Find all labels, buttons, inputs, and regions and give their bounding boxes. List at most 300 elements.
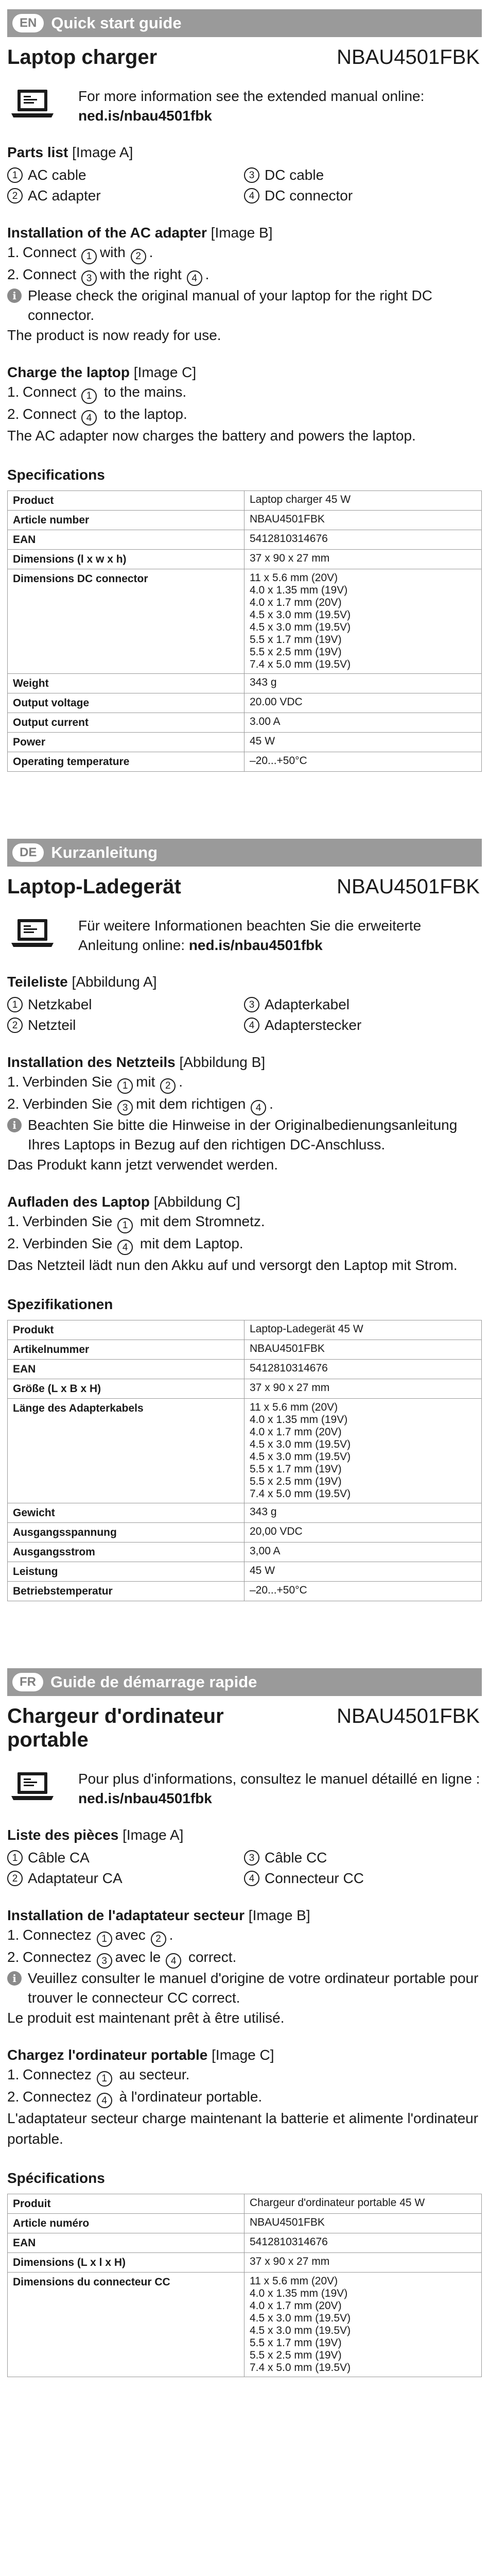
step-text: . [149, 244, 153, 260]
installation-image-ref: [Image B] [248, 1907, 310, 1923]
part-label: Câble CA [28, 1850, 90, 1866]
installation-steps [7, 1925, 482, 1969]
spec-value [244, 511, 482, 530]
spec-value-line: 4.0 x 1.35 mm (19V) [250, 1414, 348, 1426]
part-label: Adaptateur CA [28, 1870, 123, 1886]
installation-note-text: Please check the original manual of your laptop for the right DC connector. [28, 287, 432, 323]
part-number-badge: 1 [117, 1078, 133, 1094]
step-text: au secteur. [119, 2066, 190, 2082]
spec-row [8, 1543, 482, 1562]
step-text: . [179, 1074, 183, 1090]
language-header-bar [7, 839, 482, 867]
part-number-badge: 4 [244, 188, 259, 204]
spec-value [244, 1523, 482, 1543]
step-item [7, 1947, 482, 1969]
guide-title: Kurzanleitung [51, 843, 158, 861]
language-badge: DE [12, 843, 44, 862]
part-number-badge: 3 [81, 270, 97, 286]
parts-heading-text: Parts list [7, 144, 68, 160]
step-item [7, 242, 482, 264]
info-icon: i [7, 1118, 22, 1132]
spec-value [244, 713, 482, 733]
manual-url-link[interactable]: ned.is/nbau4501fbk [188, 937, 323, 953]
spec-value-line: 7.4 x 5.0 mm (19.5V) [250, 2362, 351, 2374]
charge-result: L'adaptateur secteur charge maintenant la batterie et alimente l'ordinateur portable. [7, 2110, 479, 2147]
spec-key: Dimensions DC connector [8, 569, 244, 674]
spec-value-line: NBAU4501FBK [250, 1343, 325, 1354]
installation-heading [7, 224, 482, 242]
spec-value-line: 37 x 90 x 27 mm [250, 1382, 330, 1394]
spec-row [8, 491, 482, 511]
step-number: 1. [7, 244, 20, 260]
spec-value [244, 569, 482, 674]
step-text: Verbinden Sie [23, 1213, 113, 1229]
spec-key: Article number [8, 511, 244, 530]
title-row [7, 875, 482, 899]
step-text: Connectez [23, 2066, 92, 2082]
charge-steps [7, 382, 482, 426]
spec-value-line: 4.5 x 3.0 mm (19.5V) [250, 621, 351, 633]
parts-list-item [244, 1015, 470, 1036]
guide-title: Guide de démarrage rapide [50, 1673, 257, 1691]
spec-key: Gewicht [8, 1503, 244, 1523]
specifications-table [7, 2194, 482, 2377]
title-row [7, 1704, 482, 1752]
spec-value-line: 5.5 x 1.7 mm (19V) [250, 2337, 342, 2349]
part-number-badge: 4 [244, 1018, 259, 1033]
charge-steps [7, 1211, 482, 1255]
spec-key: Betriebstemperatur [8, 1582, 244, 1601]
part-number-badge: 1 [97, 2071, 112, 2087]
step-text: correct. [188, 1948, 237, 1965]
spec-value [244, 1379, 482, 1399]
spec-value-line: 11 x 5.6 mm (20V) [250, 1401, 338, 1413]
spec-value-line: 4.0 x 1.35 mm (19V) [250, 584, 348, 596]
step-text: Connect [23, 405, 77, 422]
spec-row [8, 693, 482, 713]
spec-row [8, 713, 482, 733]
parts-heading-text: Teileliste [7, 974, 68, 990]
spec-key: Weight [8, 674, 244, 693]
spec-value-line: 3,00 A [250, 1545, 281, 1557]
installation-result: The product is now ready for use. [7, 327, 221, 343]
installation-steps [7, 1072, 482, 1115]
part-label: Netzkabel [28, 996, 92, 1012]
step-text: to the mains. [103, 384, 187, 400]
installation-heading [7, 1906, 482, 1925]
part-number-badge: 3 [244, 167, 259, 183]
step-item [7, 2087, 482, 2109]
charge-heading [7, 363, 482, 382]
parts-list-item [7, 1848, 244, 1868]
spec-row [8, 2273, 482, 2377]
parts-heading-text: Liste des pièces [7, 1827, 119, 1843]
installation-result: Das Produkt kann jetzt verwendet werden. [7, 1157, 278, 1173]
spec-key: Länge des Adapterkabels [8, 1399, 244, 1503]
installation-image-ref: [Image B] [211, 225, 273, 241]
product-title: Laptop charger [7, 46, 158, 69]
part-number-badge: 3 [117, 1100, 133, 1115]
part-number-badge: 4 [251, 1100, 266, 1115]
spec-value [244, 1503, 482, 1523]
spec-value-line: 4.0 x 1.35 mm (19V) [250, 2287, 348, 2299]
part-label: DC connector [265, 188, 353, 204]
spec-value-line: 343 g [250, 676, 277, 688]
step-text: with [100, 244, 126, 260]
spec-value [244, 1340, 482, 1360]
step-number: 1. [7, 1213, 20, 1229]
spec-value-line: 343 g [250, 1506, 277, 1518]
parts-list-heading [7, 143, 482, 162]
step-number: 2. [7, 266, 20, 282]
step-text: mit [136, 1074, 155, 1090]
spec-row [8, 1379, 482, 1399]
parts-list [7, 165, 482, 206]
installation-result: Le produit est maintenant prêt à être utilisé. [7, 2010, 285, 2026]
part-number-badge: 1 [7, 1850, 23, 1866]
spec-value-line: 4.0 x 1.7 mm (20V) [250, 597, 342, 608]
step-item [7, 404, 482, 426]
part-label: Câble CC [265, 1850, 327, 1866]
spec-key: Operating temperature [8, 752, 244, 772]
part-label: Adapterstecker [265, 1017, 362, 1033]
parts-list-item [244, 185, 470, 206]
spec-row [8, 511, 482, 530]
step-number: 1. [7, 2066, 20, 2082]
installation-note-text: Beachten Sie bitte die Hinweise in der Originalbedienungsanleitung Ihres Laptops in Bezug auf den richtigen DC-Anschluss. [28, 1117, 458, 1153]
part-number-badge: 4 [244, 1871, 259, 1886]
spec-value-line: Chargeur d'ordinateur portable 45 W [250, 2197, 425, 2209]
parts-image-ref: [Image A] [123, 1827, 184, 1843]
spec-value-line: 5.5 x 1.7 mm (19V) [250, 1463, 342, 1475]
spec-row [8, 2253, 482, 2273]
spec-row [8, 1360, 482, 1379]
spec-value-line: 5412810314676 [250, 533, 328, 545]
step-text: Verbinden Sie [23, 1074, 113, 1090]
step-text: mit dem Laptop. [139, 1235, 243, 1251]
spec-key: Output voltage [8, 693, 244, 713]
spec-key: Output current [8, 713, 244, 733]
manual-info [7, 87, 482, 126]
charge-heading-text: Chargez l'ordinateur portable [7, 2047, 208, 2063]
charge-image-ref: [Image C] [212, 2047, 274, 2063]
part-number-badge: 1 [97, 1931, 112, 1947]
spec-row [8, 550, 482, 569]
step-item [7, 1072, 482, 1094]
laptop-icon [10, 89, 55, 120]
spec-value [244, 2273, 482, 2377]
spec-value-line: 20.00 VDC [250, 696, 303, 708]
manual-info [7, 916, 482, 955]
step-text: . [269, 1095, 273, 1112]
manual-url-link[interactable]: ned.is/nbau4501fbk [78, 108, 212, 124]
parts-list-item [244, 165, 470, 185]
spec-row [8, 1340, 482, 1360]
spec-value-line: 37 x 90 x 27 mm [250, 552, 330, 564]
manual-url-link[interactable]: ned.is/nbau4501fbk [78, 1790, 212, 1806]
spec-value [244, 530, 482, 550]
specifications-table [7, 490, 482, 772]
spec-value-line: 45 W [250, 1565, 275, 1577]
charge-image-ref: [Abbildung C] [153, 1194, 240, 1210]
spec-key: Ausgangsspannung [8, 1523, 244, 1543]
step-item [7, 1233, 482, 1256]
spec-value-line: 3.00 A [250, 716, 281, 727]
step-text: Connectez [23, 1927, 92, 1943]
parts-list-item [244, 1848, 470, 1868]
step-number: 1. [7, 384, 20, 400]
part-number-badge: 2 [131, 249, 146, 264]
step-text: Verbinden Sie [23, 1235, 113, 1251]
installation-heading-text: Installation of the AC adapter [7, 225, 207, 241]
spec-key: Produit [8, 2194, 244, 2214]
spec-value [244, 2253, 482, 2273]
part-number-badge: 3 [244, 997, 259, 1012]
spec-row [8, 2214, 482, 2233]
parts-list-item [244, 1868, 470, 1889]
spec-value-line: 11 x 5.6 mm (20V) [250, 2275, 338, 2287]
step-text: . [169, 1927, 173, 1943]
language-badge: EN [12, 14, 44, 32]
guide-title: Quick start guide [51, 14, 182, 32]
parts-list-item [7, 1868, 244, 1889]
charge-image-ref: [Image C] [133, 364, 197, 380]
manual-info-text [78, 916, 482, 955]
installation-note [7, 1115, 482, 1155]
parts-list-item [7, 165, 244, 185]
spec-value-line: NBAU4501FBK [250, 2216, 325, 2228]
spec-value [244, 752, 482, 772]
step-number: 2. [7, 1948, 20, 1965]
spec-key: Dimensions (l x w x h) [8, 550, 244, 569]
spec-value-line: –20...+50°C [250, 755, 307, 767]
parts-list [7, 994, 482, 1036]
parts-list-item [7, 994, 244, 1015]
step-item [7, 1094, 482, 1116]
manual-info-label: For more information see the extended manual online: [78, 88, 425, 104]
spec-value [244, 550, 482, 569]
spec-row [8, 2194, 482, 2214]
spec-value-line: 5.5 x 2.5 mm (19V) [250, 1476, 342, 1487]
language-header-bar [7, 9, 482, 37]
part-number-badge: 2 [7, 1018, 23, 1033]
language-header-bar [7, 1668, 482, 1696]
model-number: NBAU4501FBK [337, 1705, 480, 1727]
spec-value-line: 4.5 x 3.0 mm (19.5V) [250, 2325, 351, 2336]
spec-value [244, 1543, 482, 1562]
info-icon: i [7, 289, 22, 303]
spec-row [8, 1562, 482, 1582]
step-number: 2. [7, 2088, 20, 2105]
step-text: to the laptop. [103, 405, 187, 422]
part-number-badge: 4 [97, 2093, 112, 2108]
part-number-badge: 1 [7, 167, 23, 183]
manual-info [7, 1769, 482, 1808]
part-number-badge: 2 [7, 188, 23, 204]
spec-row [8, 1320, 482, 1340]
installation-heading [7, 1053, 482, 1072]
installation-heading-text: Installation des Netzteils [7, 1054, 176, 1070]
language-badge: FR [12, 1673, 43, 1691]
part-number-badge: 4 [166, 1953, 181, 1969]
spec-value-line: 7.4 x 5.0 mm (19.5V) [250, 658, 351, 670]
charge-result: The AC adapter now charges the battery and powers the laptop. [7, 428, 416, 444]
installation-image-ref: [Abbildung B] [179, 1054, 266, 1070]
spec-key: EAN [8, 1360, 244, 1379]
part-number-badge: 2 [7, 1871, 23, 1886]
spec-value [244, 2233, 482, 2253]
part-number-badge: 1 [81, 249, 97, 264]
spec-value-line: 5.5 x 2.5 mm (19V) [250, 646, 342, 658]
charge-heading [7, 1193, 482, 1211]
parts-list-item [244, 994, 470, 1015]
part-number-badge: 4 [117, 1240, 133, 1255]
parts-list [7, 1848, 482, 1889]
part-number-badge: 1 [117, 1218, 133, 1233]
spec-value-line: Laptop-Ladegerät 45 W [250, 1323, 363, 1335]
laptop-icon [10, 1771, 55, 1802]
step-item [7, 1211, 482, 1233]
title-row [7, 45, 482, 69]
spec-value-line: –20...+50°C [250, 1584, 307, 1596]
spec-value [244, 1320, 482, 1340]
spec-value [244, 674, 482, 693]
language-section [7, 1668, 482, 2377]
spec-value-line: Laptop charger 45 W [250, 494, 351, 505]
step-number: 2. [7, 1095, 20, 1112]
spec-value-line: 4.5 x 3.0 mm (19.5V) [250, 1438, 351, 1450]
spec-value-line: 4.5 x 3.0 mm (19.5V) [250, 2312, 351, 2324]
spec-value [244, 1582, 482, 1601]
specifications-heading: Specifications [7, 467, 105, 483]
spec-key: Dimensions (L x l x H) [8, 2253, 244, 2273]
step-text: Verbinden Sie [23, 1095, 113, 1112]
spec-value-line: 5.5 x 1.7 mm (19V) [250, 634, 342, 646]
spec-row [8, 752, 482, 772]
spec-value [244, 733, 482, 752]
step-text: à l'ordinateur portable. [119, 2088, 263, 2105]
installation-heading-text: Installation de l'adaptateur secteur [7, 1907, 245, 1923]
part-number-badge: 4 [187, 270, 202, 286]
step-text: avec [115, 1927, 146, 1943]
spec-value-line: 11 x 5.6 mm (20V) [250, 572, 338, 584]
info-icon: i [7, 1971, 22, 1986]
spec-value [244, 2194, 482, 2214]
spec-value [244, 2214, 482, 2233]
spec-key: Produkt [8, 1320, 244, 1340]
manual-info-label: Für weitere Informationen beachten Sie die erweiterte Anleitung online: [78, 918, 422, 953]
spec-value [244, 1399, 482, 1503]
part-label: DC cable [265, 167, 324, 183]
part-label: AC cable [28, 167, 86, 183]
spec-row [8, 674, 482, 693]
spec-key: Article numéro [8, 2214, 244, 2233]
part-label: AC adapter [28, 188, 101, 204]
parts-list-item [7, 185, 244, 206]
part-number-badge: 3 [244, 1850, 259, 1866]
language-section [7, 839, 482, 1601]
spec-row [8, 733, 482, 752]
spec-key: Artikelnummer [8, 1340, 244, 1360]
spec-key: Größe (L x B x H) [8, 1379, 244, 1399]
step-item [7, 1925, 482, 1947]
charge-result: Das Netzteil lädt nun den Akku auf und versorgt den Laptop mit Strom. [7, 1257, 458, 1273]
step-text: Connect [23, 244, 77, 260]
spec-row [8, 1399, 482, 1503]
spec-key: Ausgangsstrom [8, 1543, 244, 1562]
parts-image-ref: [Abbildung A] [72, 974, 157, 990]
spec-value [244, 491, 482, 511]
manual-info-text [78, 87, 482, 126]
spec-value [244, 693, 482, 713]
spec-value-line: 4.5 x 3.0 mm (19.5V) [250, 609, 351, 621]
spec-value [244, 1360, 482, 1379]
spec-key: EAN [8, 530, 244, 550]
manual-info-label: Pour plus d'informations, consultez le manuel détaillé en ligne : [78, 1771, 480, 1787]
step-text: with the right [100, 266, 182, 282]
spec-row [8, 2233, 482, 2253]
part-number-badge: 1 [7, 997, 23, 1012]
step-number: 1. [7, 1074, 20, 1090]
language-section [7, 9, 482, 772]
parts-list-heading [7, 1826, 482, 1844]
step-text: avec le [115, 1948, 161, 1965]
charge-heading [7, 2046, 482, 2064]
step-text: Connect [23, 384, 77, 400]
spec-value-line: 20,00 VDC [250, 1526, 303, 1537]
spec-key: Product [8, 491, 244, 511]
spec-value-line: 5412810314676 [250, 1362, 328, 1374]
installation-note [7, 286, 482, 325]
spec-value-line: 4.0 x 1.7 mm (20V) [250, 1426, 342, 1438]
parts-image-ref: [Image A] [72, 144, 133, 160]
spec-key: Power [8, 733, 244, 752]
part-label: Adapterkabel [265, 996, 350, 1012]
step-item [7, 264, 482, 286]
step-number: 1. [7, 1927, 20, 1943]
step-text: Connect [23, 266, 77, 282]
product-title: Laptop-Ladegerät [7, 875, 181, 898]
model-number: NBAU4501FBK [337, 875, 480, 898]
step-number: 2. [7, 1235, 20, 1251]
spec-row [8, 1582, 482, 1601]
model-number: NBAU4501FBK [337, 46, 480, 69]
product-title: Chargeur d'ordinateur portable [7, 1705, 224, 1751]
parts-list-heading [7, 973, 482, 991]
spec-value [244, 1562, 482, 1582]
spec-value-line: 45 W [250, 735, 275, 747]
spec-row [8, 530, 482, 550]
step-text: mit dem richtigen [136, 1095, 246, 1112]
charge-steps [7, 2064, 482, 2108]
part-number-badge: 2 [151, 1931, 166, 1947]
charge-heading-text: Aufladen des Laptop [7, 1194, 150, 1210]
spec-value-line: 37 x 90 x 27 mm [250, 2256, 330, 2267]
step-number: 2. [7, 405, 20, 422]
specifications-heading: Spécifications [7, 2170, 105, 2186]
spec-key: EAN [8, 2233, 244, 2253]
spec-value-line: 5412810314676 [250, 2236, 328, 2248]
laptop-icon [10, 918, 55, 949]
part-number-badge: 1 [81, 388, 97, 404]
step-item [7, 382, 482, 404]
step-text: Connectez [23, 2088, 92, 2105]
spec-value-line: 4.5 x 3.0 mm (19.5V) [250, 1451, 351, 1463]
step-text: . [205, 266, 209, 282]
installation-note-text: Veuillez consulter le manuel d'origine de votre ordinateur portable pour trouver le connecteur CC correct. [28, 1970, 479, 2006]
step-item [7, 2064, 482, 2087]
part-label: Connecteur CC [265, 1870, 364, 1886]
